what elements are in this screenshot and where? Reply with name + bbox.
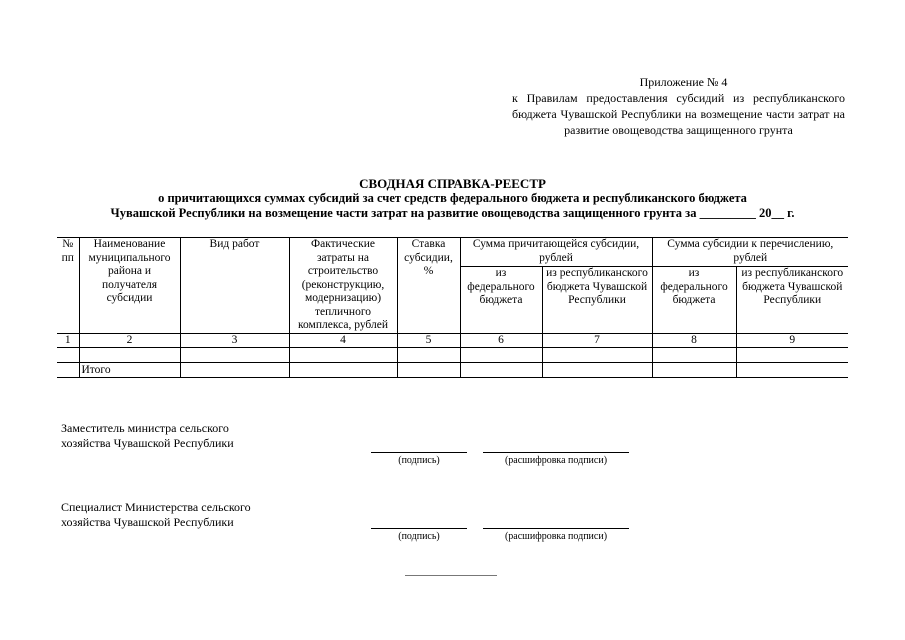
column-number: 6 [460, 334, 542, 348]
signature-caption: (подпись) [398, 455, 440, 466]
header-transfer-republic: из республиканского бюджета Чувашской Республики [736, 267, 848, 334]
total-row [57, 363, 848, 378]
signature-caption: (подпись) [398, 531, 440, 542]
document-subtitle-line1: о причитающихся суммах субсидий за счет средств федерального бюджета и республиканского бюджета [158, 191, 747, 205]
appendix-block [512, 74, 845, 138]
end-divider [405, 575, 497, 576]
column-number: 5 [397, 334, 460, 348]
decode-caption: (расшифровка подписи) [504, 531, 608, 542]
header-transfer-group: Сумма субсидии к перечислению, рублей [652, 238, 848, 267]
header-costs: Фактические затраты на строительство (реконструкцию, модернизацию) тепличного комплекса, рублей [289, 238, 397, 334]
header-work: Вид работ [180, 238, 289, 334]
appendix-number: Приложение № 4 [639, 75, 728, 89]
appendix-text: к Правилам предоставления субсидий из республиканского бюджета Чувашской Республики на возмещение части затрат на развитие овощеводства защищенного грунта [512, 91, 845, 137]
document-title: СВОДНАЯ СПРАВКА-РЕЕСТР [359, 176, 546, 191]
signature-line [371, 452, 467, 453]
signatory-title-specialist: Специалист Министерства сельского хозяйства Чувашской Республики [61, 500, 251, 529]
header-name: Наименование муниципального района и получателя субсидии [79, 238, 180, 334]
column-number: 3 [180, 334, 289, 348]
header-due-group: Сумма причитающейся субсидии, рублей [460, 238, 652, 267]
column-number: 2 [79, 334, 180, 348]
decode-caption: (расшифровка подписи) [504, 455, 608, 466]
header-transfer-federal: из федерального бюджета [652, 267, 736, 334]
column-number: 1 [57, 334, 79, 348]
header-rate: Ставка субсидии, % [397, 238, 460, 334]
registry-table [57, 237, 848, 378]
header-due-federal: из федерального бюджета [460, 267, 542, 334]
column-number: 4 [289, 334, 397, 348]
table-row [57, 348, 848, 363]
column-number: 7 [542, 334, 652, 348]
total-label: Итого [79, 363, 180, 378]
column-number: 9 [736, 334, 848, 348]
column-number: 8 [652, 334, 736, 348]
decode-line [483, 528, 629, 529]
decode-line [483, 452, 629, 453]
header-num: № пп [57, 238, 79, 334]
header-due-republic: из республиканского бюджета Чувашской Республики [542, 267, 652, 334]
signature-line [371, 528, 467, 529]
document-subtitle-line2: Чувашской Республики на возмещение части затрат на развитие овощеводства защищенного грунта за _________ 20__ г. [110, 206, 795, 220]
signatory-title-deputy-minister: Заместитель министра сельского хозяйства Чувашской Республики [61, 421, 234, 450]
